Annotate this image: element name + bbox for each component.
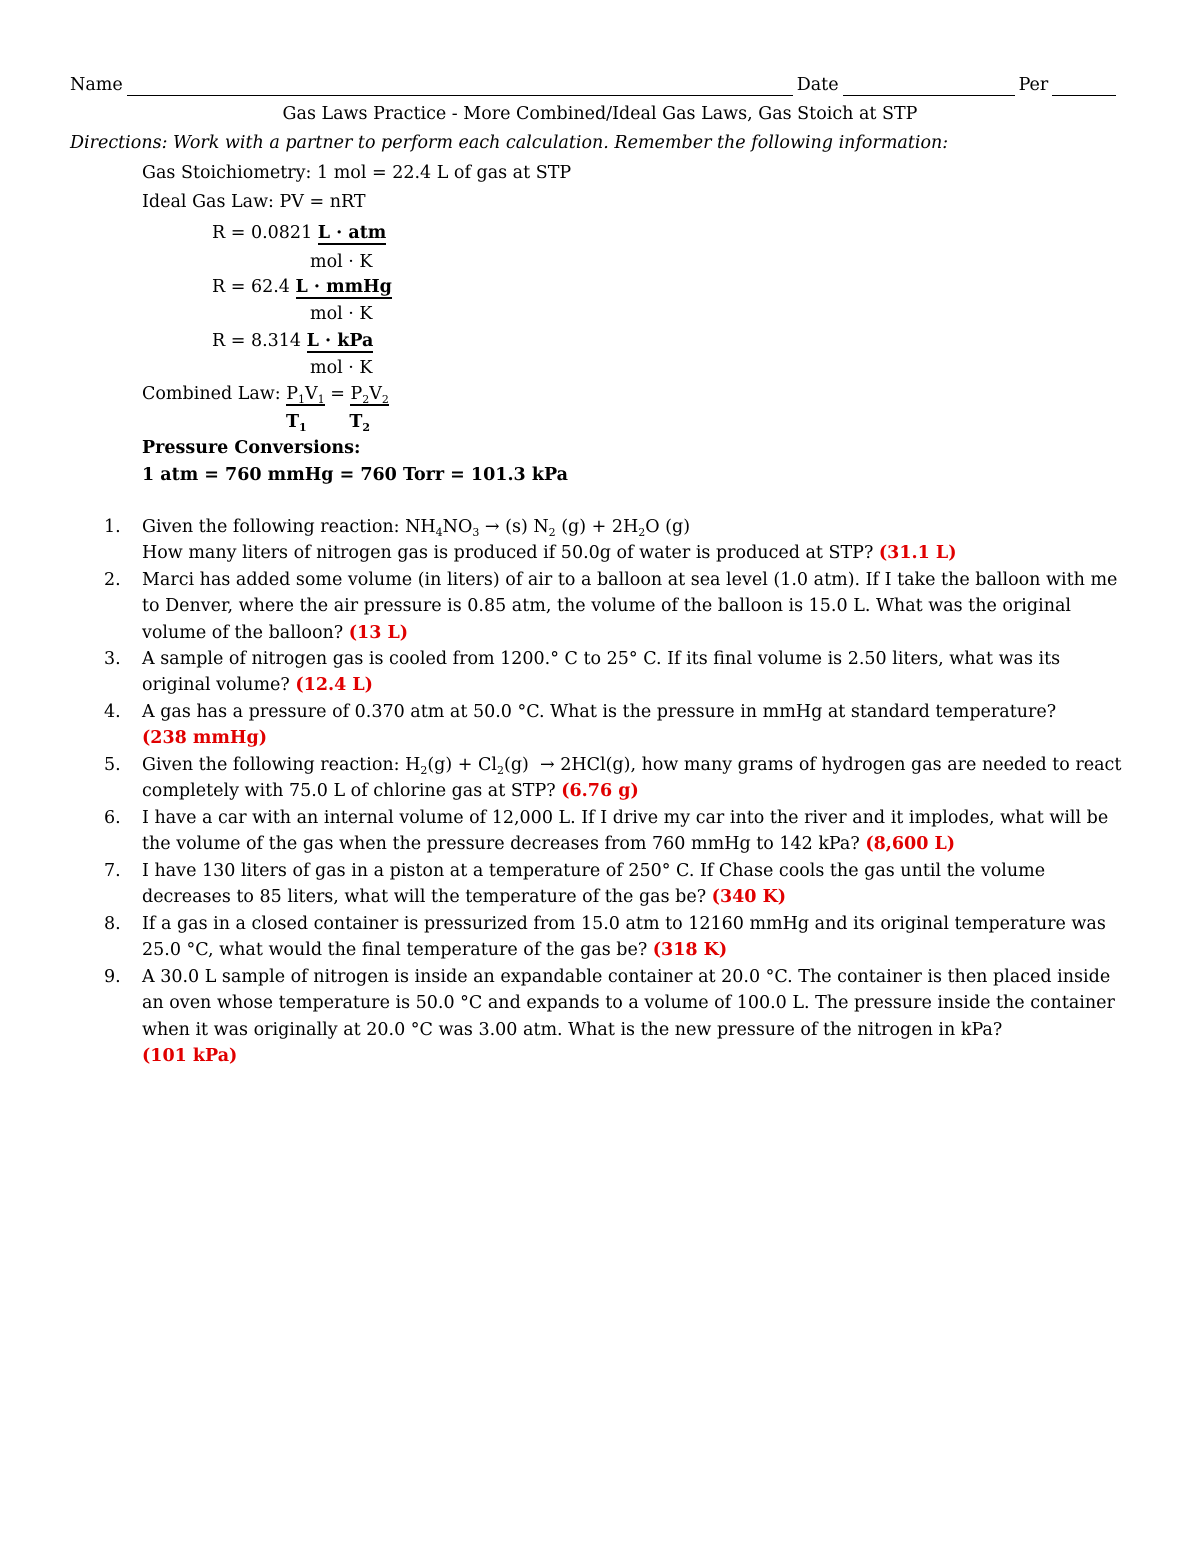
pressure-conversions-label: Pressure Conversions: — [142, 438, 361, 458]
r-constant-2 — [212, 276, 392, 298]
r3-value: R = 8.314 — [212, 331, 302, 351]
question-number: 5. — [104, 755, 121, 775]
question-number: 4. — [104, 702, 121, 722]
question-text: I have 130 liters of gas in a piston at a temperature of 250° C. If Chase cools the gas until the volume decreases to 85 liters, what will the temperature of the gas be? — [142, 861, 1046, 908]
gas-stoich-note: Gas Stoichiometry: 1 mol = 22.4 L of gas at STP — [142, 163, 572, 183]
pressure-conversions: 1 atm = 760 mmHg = 760 Torr = 101.3 kPa — [142, 465, 568, 485]
per-label: Per — [1018, 75, 1049, 95]
question-text: If a gas in a closed container is pressurized from 15.0 atm to 12160 mmHg and its original temperature was 25.0 °C, what would the final temperature of the gas be? — [142, 914, 1106, 961]
question-8 — [104, 911, 1134, 964]
answer: (8,600 L) — [865, 834, 956, 855]
per-field[interactable] — [1052, 79, 1116, 96]
r2-value: R = 62.4 — [212, 277, 290, 297]
r1-denominator: mol · K — [310, 252, 373, 272]
question-number: 9. — [104, 967, 121, 987]
answer: (13 L) — [348, 622, 409, 643]
date-field[interactable] — [843, 79, 1015, 96]
question-4 — [104, 699, 1134, 752]
question-9 — [104, 964, 1134, 1069]
combined-formula: $P_1V_1 = P_2V_2$ — [286, 384, 389, 406]
q1-question: How many liters of nitrogen gas is produced if 50.0g of water is produced at STP? — [142, 543, 874, 564]
question-7 — [104, 858, 1134, 911]
directions: Directions: Work with a partner to perform each calculation. Remember the following information: — [70, 133, 949, 153]
question-text: I have a car with an internal volume of 12,000 L. If I drive my car into the river and it implodes, what will be the volume of the gas when the pressure decreases from 760 mmHg to 142 kPa? — [142, 808, 1109, 855]
r3-numerator: L · kPa — [306, 331, 374, 351]
question-number: 3. — [104, 649, 121, 669]
ideal-gas-law-note: Ideal Gas Law: PV = nRT — [142, 192, 366, 212]
combined-label: Combined Law: — [142, 384, 281, 404]
question-3 — [104, 646, 1134, 699]
answer: (6.76 g) — [561, 781, 639, 802]
q5-lead: Given the following reaction: — [142, 755, 406, 775]
page-title: Gas Laws Practice - More Combined/Ideal Gas Laws, Gas Stoich at STP — [282, 104, 918, 124]
q1-equation: $NH_4NO_3 \to (s)$ $N_2$ $(g) + 2H_2O$ (g) — [405, 517, 691, 539]
question-number: 7. — [104, 861, 121, 881]
question-text: A 30.0 L sample of nitrogen is inside an expandable container at 20.0 °C. The container is then placed inside an oven whose temperature is 50.0 °C and expands to a volume of 100.0 L. The pressure inside the container when it was originally at 20.0 °C was 3.00 atm. What is the new pressure of the nitrogen in kPa? — [142, 967, 1115, 1040]
question-number: 2. — [104, 570, 121, 590]
answer: (340 K) — [711, 887, 787, 908]
name-field[interactable] — [127, 79, 793, 96]
r-constant-1 — [212, 222, 386, 244]
r1-numerator: L · atm — [317, 223, 387, 243]
question-text: A gas has a pressure of 0.370 atm at 50.0 °C. What is the pressure in mmHg at standard temperature? — [142, 702, 1057, 722]
r1-value: R = 0.0821 — [212, 223, 313, 243]
name-label: Name — [70, 75, 123, 95]
combined-law — [142, 383, 389, 405]
question-6 — [104, 805, 1134, 858]
question-text: Marci has added some volume (in liters) of air to a balloon at sea level (1.0 atm). If I take the balloon with me to Denver, where the air pressure is 0.85 atm, the volume of the balloon is 15.0 L. What was the original volume of the balloon? — [142, 570, 1118, 643]
answer: (12.4 L) — [295, 675, 373, 696]
question-2 — [104, 567, 1134, 646]
answer: (238 mmHg) — [142, 728, 267, 749]
q5-equation: $H_2(g) + Cl_2(g) \to 2HCl(g)$ — [405, 755, 631, 777]
header-fields — [70, 74, 1128, 96]
q5-tail: , how many grams of hydrogen gas are needed to react completely with 75.0 L of chlorine gas at STP? — [142, 755, 1122, 802]
answer: (101 kPa) — [142, 1045, 238, 1066]
combined-denominators: $T_1$ $T_2$ — [286, 412, 371, 434]
answer: (31.1 L) — [878, 543, 957, 564]
r-constant-3 — [212, 330, 373, 352]
question-1 — [104, 514, 1134, 567]
question-5 — [104, 752, 1134, 805]
question-text: A sample of nitrogen gas is cooled from 1200.° C to 25° C. If its final volume is 2.50 liters, what was its original volume? — [142, 649, 1061, 696]
question-number: 1. — [104, 517, 121, 537]
date-label: Date — [796, 75, 839, 95]
answer: (318 K) — [652, 940, 728, 961]
q1-lead: Given the following reaction: — [142, 517, 406, 537]
question-number: 6. — [104, 808, 121, 828]
r3-denominator: mol · K — [310, 358, 373, 378]
question-number: 8. — [104, 914, 121, 934]
r2-numerator: L · mmHg — [295, 277, 392, 297]
r2-denominator: mol · K — [310, 304, 373, 324]
